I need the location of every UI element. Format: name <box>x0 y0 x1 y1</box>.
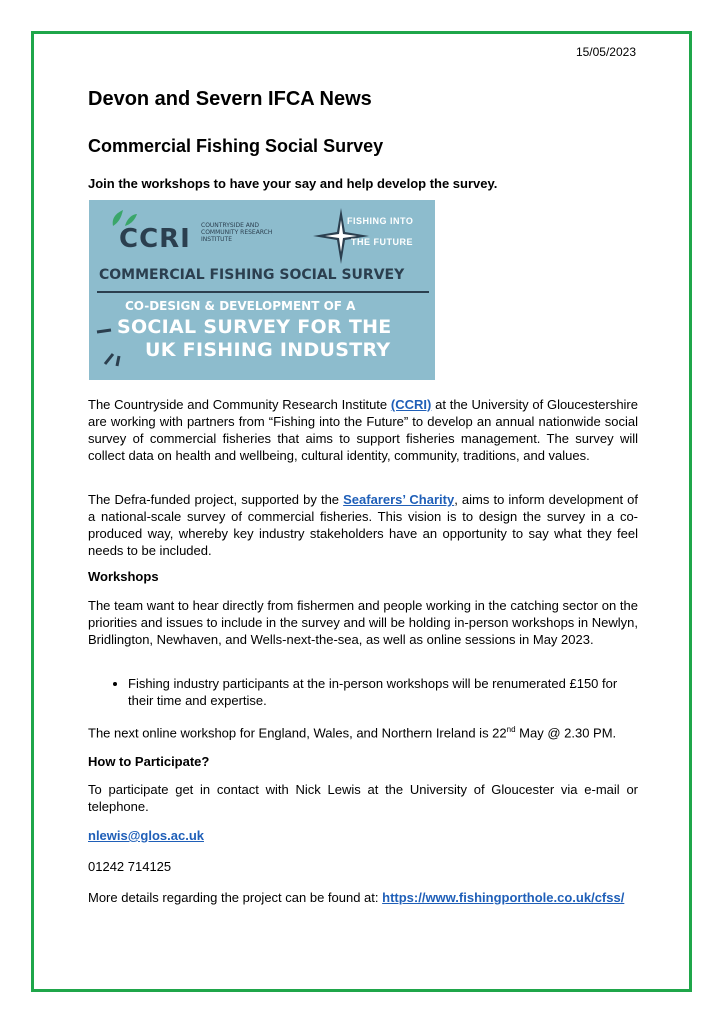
ccri-link[interactable]: (CCRI) <box>390 397 432 412</box>
survey-banner-image <box>89 200 435 380</box>
paragraph-workshops: The team want to hear directly from fishermen and people working in the catching sector on the priorities and issues to include in the survey and will be holding in-person workshops in Newlyn, Bridlington, Newhaven, and Wells-next-the-sea, as well as online sessions in May 2023. <box>88 598 638 647</box>
article-title: Commercial Fishing Social Survey <box>88 136 384 156</box>
phone-number: 01242 714125 <box>88 859 172 874</box>
compass-icon <box>311 206 371 266</box>
fitf-logo-top: FISHING INTO <box>347 216 414 226</box>
banner-title: COMMERCIAL FISHING SOCIAL SURVEY <box>99 267 405 283</box>
banner-headline-line2: UK FISHING INDUSTRY <box>145 339 391 361</box>
project-website-link[interactable]: https://www.fishingporthole.co.uk/cfss/ <box>382 890 625 905</box>
page-title: Devon and Severn IFCA News <box>88 88 372 110</box>
intro-text: Join the workshops to have your say and help develop the survey. <box>88 176 498 191</box>
banner-headline-line1: SOCIAL SURVEY FOR THE <box>117 316 392 338</box>
ccri-full-name: COUNTRYSIDE AND COMMUNITY RESEARCH INSTITUTE <box>201 222 273 243</box>
email-link[interactable]: nlewis@glos.ac.uk <box>88 828 204 843</box>
banner-divider <box>97 291 429 293</box>
next-online-workshop: The next online workshop for England, Wales, and Northern Ireland is 22nd May @ 2.30 PM. <box>88 725 617 741</box>
workshop-bullets <box>88 675 638 709</box>
participate-heading: How to Participate? <box>88 754 210 769</box>
date: 15/05/2023 <box>575 45 636 59</box>
paragraph-ccri: The Countryside and Community Research Institute (CCRI) at the University of Gloucestershire are working with partners from “Fishing into the Future” to develop an annual nationwide social survey of commercial fisheries that aims to support fisheries management. The survey will collect data on health and wellbeing, cultural identity, community, traditions, and values. <box>88 397 638 463</box>
list-item: • Fishing industry participants at the in-person workshops will be renumerated £150 for their time and expertise. <box>128 675 638 709</box>
ccri-logo: CCRI <box>119 224 191 254</box>
more-details: More details regarding the project can be found at: https://www.fishingporthole.co.uk/cfss/ <box>88 890 625 905</box>
banner-subtitle: CO-DESIGN & DEVELOPMENT OF A <box>125 299 356 313</box>
fitf-logo-bottom: THE FUTURE <box>351 237 413 247</box>
workshops-heading: Workshops <box>88 569 159 584</box>
paragraph-participate: To participate get in contact with Nick Lewis at the University of Gloucester via e-mail or telephone. <box>88 782 638 814</box>
paragraph-defra: The Defra-funded project, supported by the Seafarers’ Charity, aims to inform development of a national-scale survey of commercial fisheries. This vision is to design the survey in a co-produced way, whereby key industry stakeholders have an opportunity to say what they feel needs to be included. <box>88 492 638 558</box>
seafarers-charity-link[interactable]: Seafarers’ Charity <box>343 492 455 507</box>
